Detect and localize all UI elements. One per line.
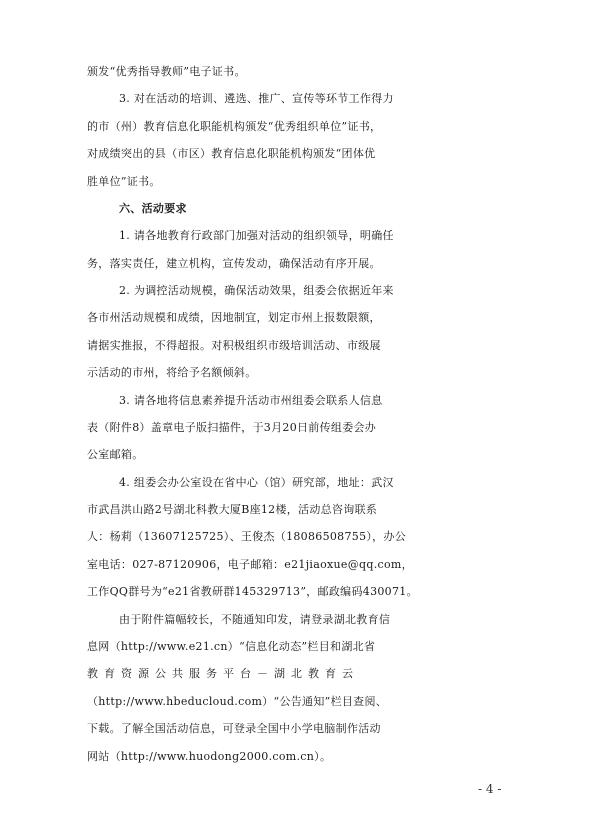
page-number: - 4 - [478,782,502,796]
paragraph-line: 颁发“优秀指导教师”电子证书。 [87,65,246,78]
paragraph-line: 3. 对在活动的培训、遴选、推广、宣传等环节工作得力 [119,92,394,105]
paragraph-line: （http://www.hbeducloud.com）“公告通知”栏目查阅、 [87,695,388,708]
paragraph-line: 公室邮箱。 [87,448,144,461]
paragraph-line: 示活动的市州，将给予名额倾斜。 [87,366,257,379]
paragraph-line: 务，落实责任，建立机构，宣传发动，确保活动有序开展。 [87,257,381,270]
paragraph-line: 教育资源公共服务平台－湖北教育云 [87,667,359,680]
paragraph-line: 的市（州）教育信息化职能机构颁发“优秀组织单位”证书， [87,120,382,133]
paragraph-line: 4. 组委会办公室设在省中心（馆）研究部，地址：武汉 [119,476,394,489]
paragraph-line: 市武昌洪山路2号湖北科教大厦B座12楼，活动总咨询联系 [87,503,378,516]
paragraph-line: 网站（http://www.huodong2000.com.cn）。 [87,750,332,763]
section-heading: 六、活动要求 [119,202,187,215]
paragraph-line: 表（附件8）盖章电子版扫描件，于3月20日前传组委会办 [87,421,377,434]
paragraph-line: 1. 请各地教育行政部门加强对活动的组织领导，明确任 [119,229,394,242]
paragraph-line: 各市州活动规模和成绩，因地制宜，划定市州上报数限额， [87,311,381,324]
paragraph-line: 3. 请各地将信息素养提升活动市州组委会联系人信息 [119,394,383,407]
paragraph-line: 息网（http://www.e21.cn）“信息化动态”栏目和湖北省 [87,640,376,653]
paragraph-line: 请据实推报，不得超报。对积极组织市级培训活动、市级展 [87,339,381,352]
paragraph-line: 下载。了解全国活动信息，可登录全国中小学电脑制作活动 [87,722,381,735]
paragraph-line: 人：杨莉（13607125725）、王俊杰（18086508755），办公 [87,530,407,543]
paragraph-line: 对成绩突出的县（市区）教育信息化职能机构颁发“团体优 [87,147,376,160]
paragraph-line: 2. 为调控活动规模，确保活动效果，组委会依据近年来 [119,284,394,297]
paragraph-line: 工作QQ群号为“e21省教研群145329713”，邮政编码430071。 [87,585,418,598]
paragraph-line: 室电话：027-87120906，电子邮箱：e21jiaoxue@qq.com， [87,558,413,571]
paragraph-line: 由于附件篇幅较长，不随通知印发，请登录湖北教育信 [119,613,391,626]
paragraph-line: 胜单位”证书。 [87,175,161,188]
